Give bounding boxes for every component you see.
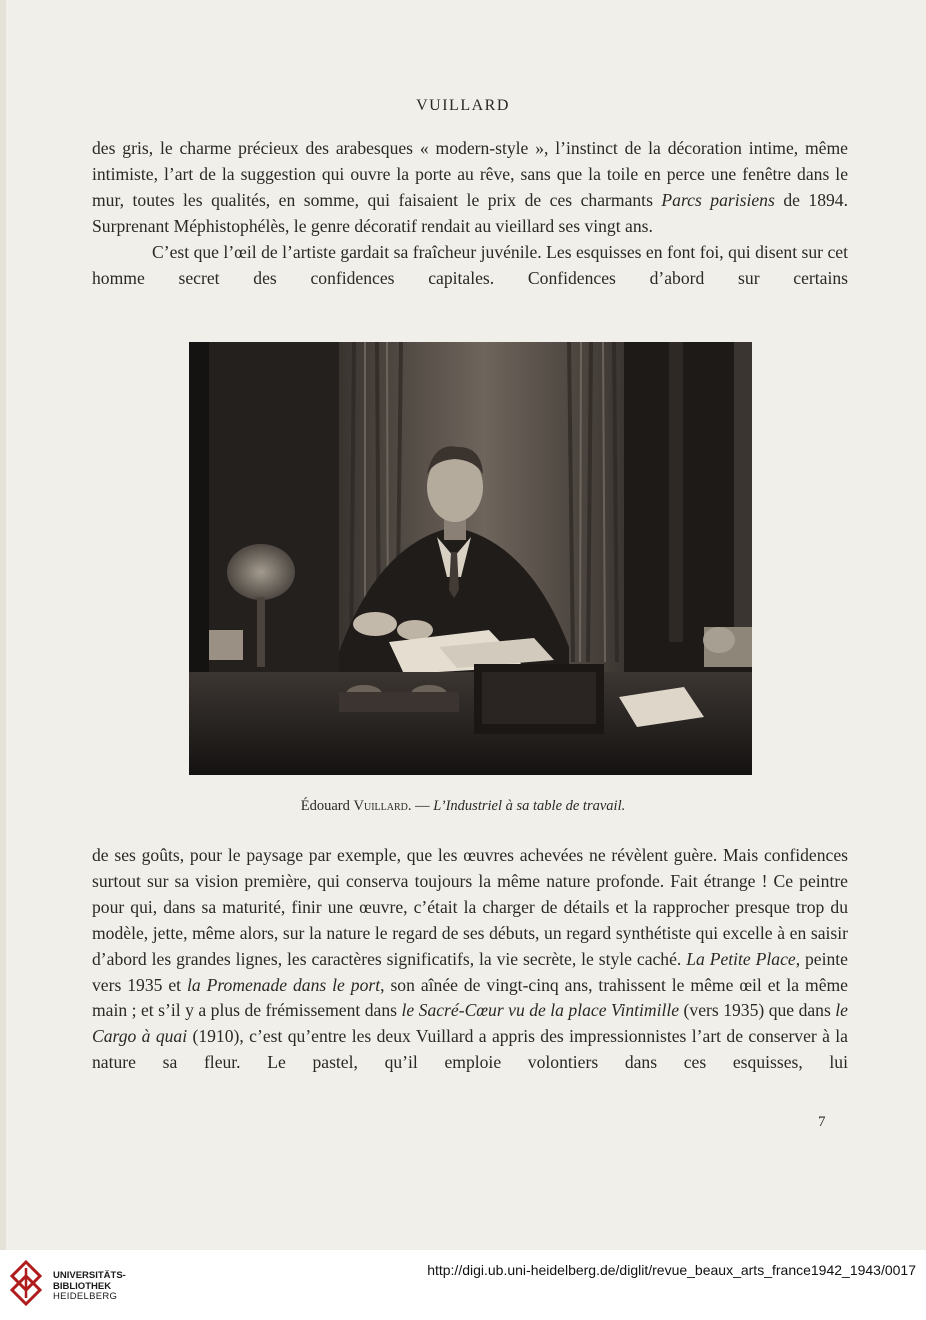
artwork-title: Parcs parisiens bbox=[661, 189, 775, 210]
text-run: (vers 1935) que dans bbox=[679, 1000, 836, 1021]
artwork-title: La Petite Place bbox=[686, 948, 796, 969]
text-run: des gris, le charme précieux des arabesques « modern-style », l’instinct de la décoration intime, même intimiste, l’art de la suggestion qui ouvre la porte au rêve, sans que la toile en perce une fenêtre dans le mur, toutes les qualités, en somme, qui faisaient le prix de ces charmants bbox=[92, 138, 848, 210]
caption-separator: — bbox=[411, 798, 434, 814]
caption-title: L’Industriel à sa table de travail. bbox=[433, 798, 626, 814]
logo-line: UNIVERSITÄTS- bbox=[53, 1270, 126, 1281]
text-run: de ses goûts, pour le paysage par exemple, que les œuvres achevées ne révèlent guère. Mais confidences surtout sur sa vision première, qui conserva toujours la même nature profonde. Fait étrange ! Ce peintre pour qui, dans sa maturité, finir une œuvre, c’était la charger de détails et la rapprocher presque trop du modèle, jette, même alors, sur la nature le regard de ses débuts, un regard synthétiste qui excelle à en saisir d’abord les grandes lignes, les caractères significatifs, la vie secrète, le style caché. bbox=[92, 845, 848, 969]
artwork-title: le Sacré-Cœur vu de la place Vintimille bbox=[401, 1000, 680, 1021]
running-title: VUILLARD bbox=[416, 97, 510, 114]
artwork-title: le Cargo à quai bbox=[92, 1000, 848, 1047]
text-run: , son aînée de vingt-cinq ans, trahissent le même œil et la même main ; et s’il y a plus de frémissement dans bbox=[92, 974, 848, 1021]
painting-reproduction bbox=[189, 342, 752, 775]
library-logo-text[interactable] bbox=[53, 1271, 126, 1303]
text-block-bottom bbox=[92, 843, 848, 1076]
paragraph bbox=[92, 136, 848, 240]
logo-line: HEIDELBERG bbox=[53, 1291, 118, 1302]
library-logo-icon[interactable] bbox=[10, 1260, 42, 1306]
text-run: , peinte vers 1935 et bbox=[92, 948, 848, 995]
text-block-top bbox=[92, 136, 848, 291]
page-edge bbox=[0, 0, 6, 1320]
text-run: (1910), c’est qu’entre les deux Vuillard a appris des impressionnistes l’art de conserver à la nature sa fleur. Le pastel, qu’il emploie volontiers dans ces esquisses, lui bbox=[92, 1026, 848, 1073]
text-run: de 1894. Surprenant Méphistophélès, le genre décoratif rendait au vieillard ses vingt ans. bbox=[92, 189, 849, 236]
artwork-title: la Promenade dans le port bbox=[187, 974, 381, 995]
painting-image bbox=[189, 342, 752, 775]
paragraph: C’est que l’œil de l’artiste gardait sa fraîcheur juvénile. Les esquisses en font foi, qui disent sur cet homme secret des confidences capitales. Confidences d’abord sur certains bbox=[92, 241, 848, 288]
caption-artist-surname: Vuillard. bbox=[353, 798, 412, 814]
page-number: 7 bbox=[818, 1114, 826, 1130]
footer-bar bbox=[0, 1250, 926, 1320]
logo-line: BIBLIOTHEK bbox=[53, 1280, 112, 1292]
source-url-link[interactable]: http://digi.ub.uni-heidelberg.de/diglit/revue_beaux_arts_france1942_1943/0017 bbox=[427, 1262, 916, 1278]
paragraph bbox=[92, 843, 848, 1076]
figure-caption bbox=[0, 798, 926, 815]
caption-artist: Édouard bbox=[300, 798, 354, 814]
